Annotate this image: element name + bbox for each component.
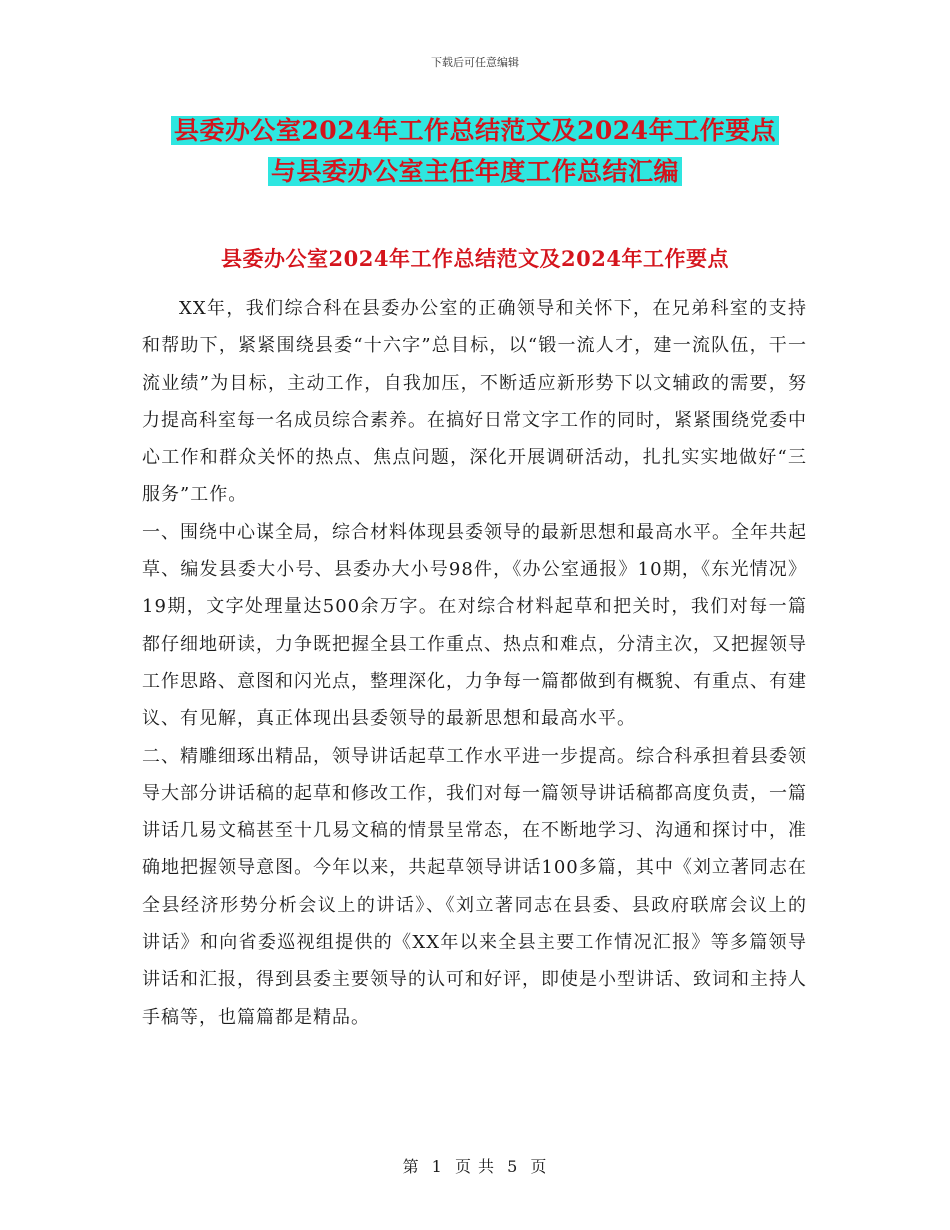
title-text-2: 与县委办公室主任年度工作总结汇编 <box>268 157 682 186</box>
section-title: 县委办公室2024年工作总结范文及2024年工作要点 <box>221 246 729 271</box>
header-note: 下载后可任意编辑 <box>431 56 519 69</box>
page-label-post: 页 <box>530 1157 548 1176</box>
page-label-pre: 第 <box>402 1157 420 1176</box>
document-title-line-1 <box>0 112 950 150</box>
current-page-number: 1 <box>431 1157 443 1176</box>
paragraph-point-2: 二、精雕细琢出精品，领导讲话起草工作水平进一步提高。综合科承担着县委领导大部分讲话稿的起草和修改工作，我们对每一篇领导讲话稿都高度负责，一篇讲话几易文稿甚至十几易文稿的情景呈常态，在不断地学习、沟通和探讨中，准确地把握领导意图。今年以来，共起草领导讲话100多篇，其中《刘立著同志在全县经济形势分析会议上的讲话》、《刘立著同志在县委、县政府联席会议上的讲话》和向省委巡视组提供的《XX年以来全县主要工作情况汇报》等多篇领导讲话和汇报，得到县委主要领导的认可和好评，即使是小型讲话、致词和主持人手稿等，也篇篇都是精品。 <box>142 745 807 1028</box>
title-text-1: 县委办公室2024年工作总结范文及2024年工作要点 <box>171 116 779 145</box>
page-footer <box>0 1154 950 1177</box>
paragraph-intro: XX年，我们综合科在县委办公室的正确领导和关怀下，在兄弟科室的支持和帮助下，紧紧围绕县委“十六字”总目标，以“锻一流人才，建一流队伍，干一流业绩”为目标，主动工作，自我加压，不断适应新形势下以文辅政的需要，努力提高科室每一名成员综合素养。在搞好日常文字工作的同时，紧紧围绕党委中心工作和群众关怀的热点、焦点问题，深化开展调研活动，扎扎实实地做好“三服务”工作。 <box>142 298 807 506</box>
page-label-mid: 页 共 <box>454 1157 496 1176</box>
document-title-line-2 <box>0 153 950 191</box>
total-pages-number: 5 <box>507 1157 519 1176</box>
body-text <box>142 290 807 1036</box>
paragraph-point-1: 一、围绕中心谋全局，综合材料体现县委领导的最新思想和最高水平。全年共起草、编发县委大小号、县委办大小号98件，《办公室通报》10期，《东光情况》19期，文字处理量达500余万字。在对综合材料起草和把关时，我们对每一篇都仔细地研读，力争既把握全县工作重点、热点和难点，分清主次，又把握领导工作思路、意图和闪光点，整理深化，力争每一篇都做到有概貌、有重点、有建议、有见解，真正体现出县委领导的最新思想和最高水平。 <box>142 521 807 730</box>
